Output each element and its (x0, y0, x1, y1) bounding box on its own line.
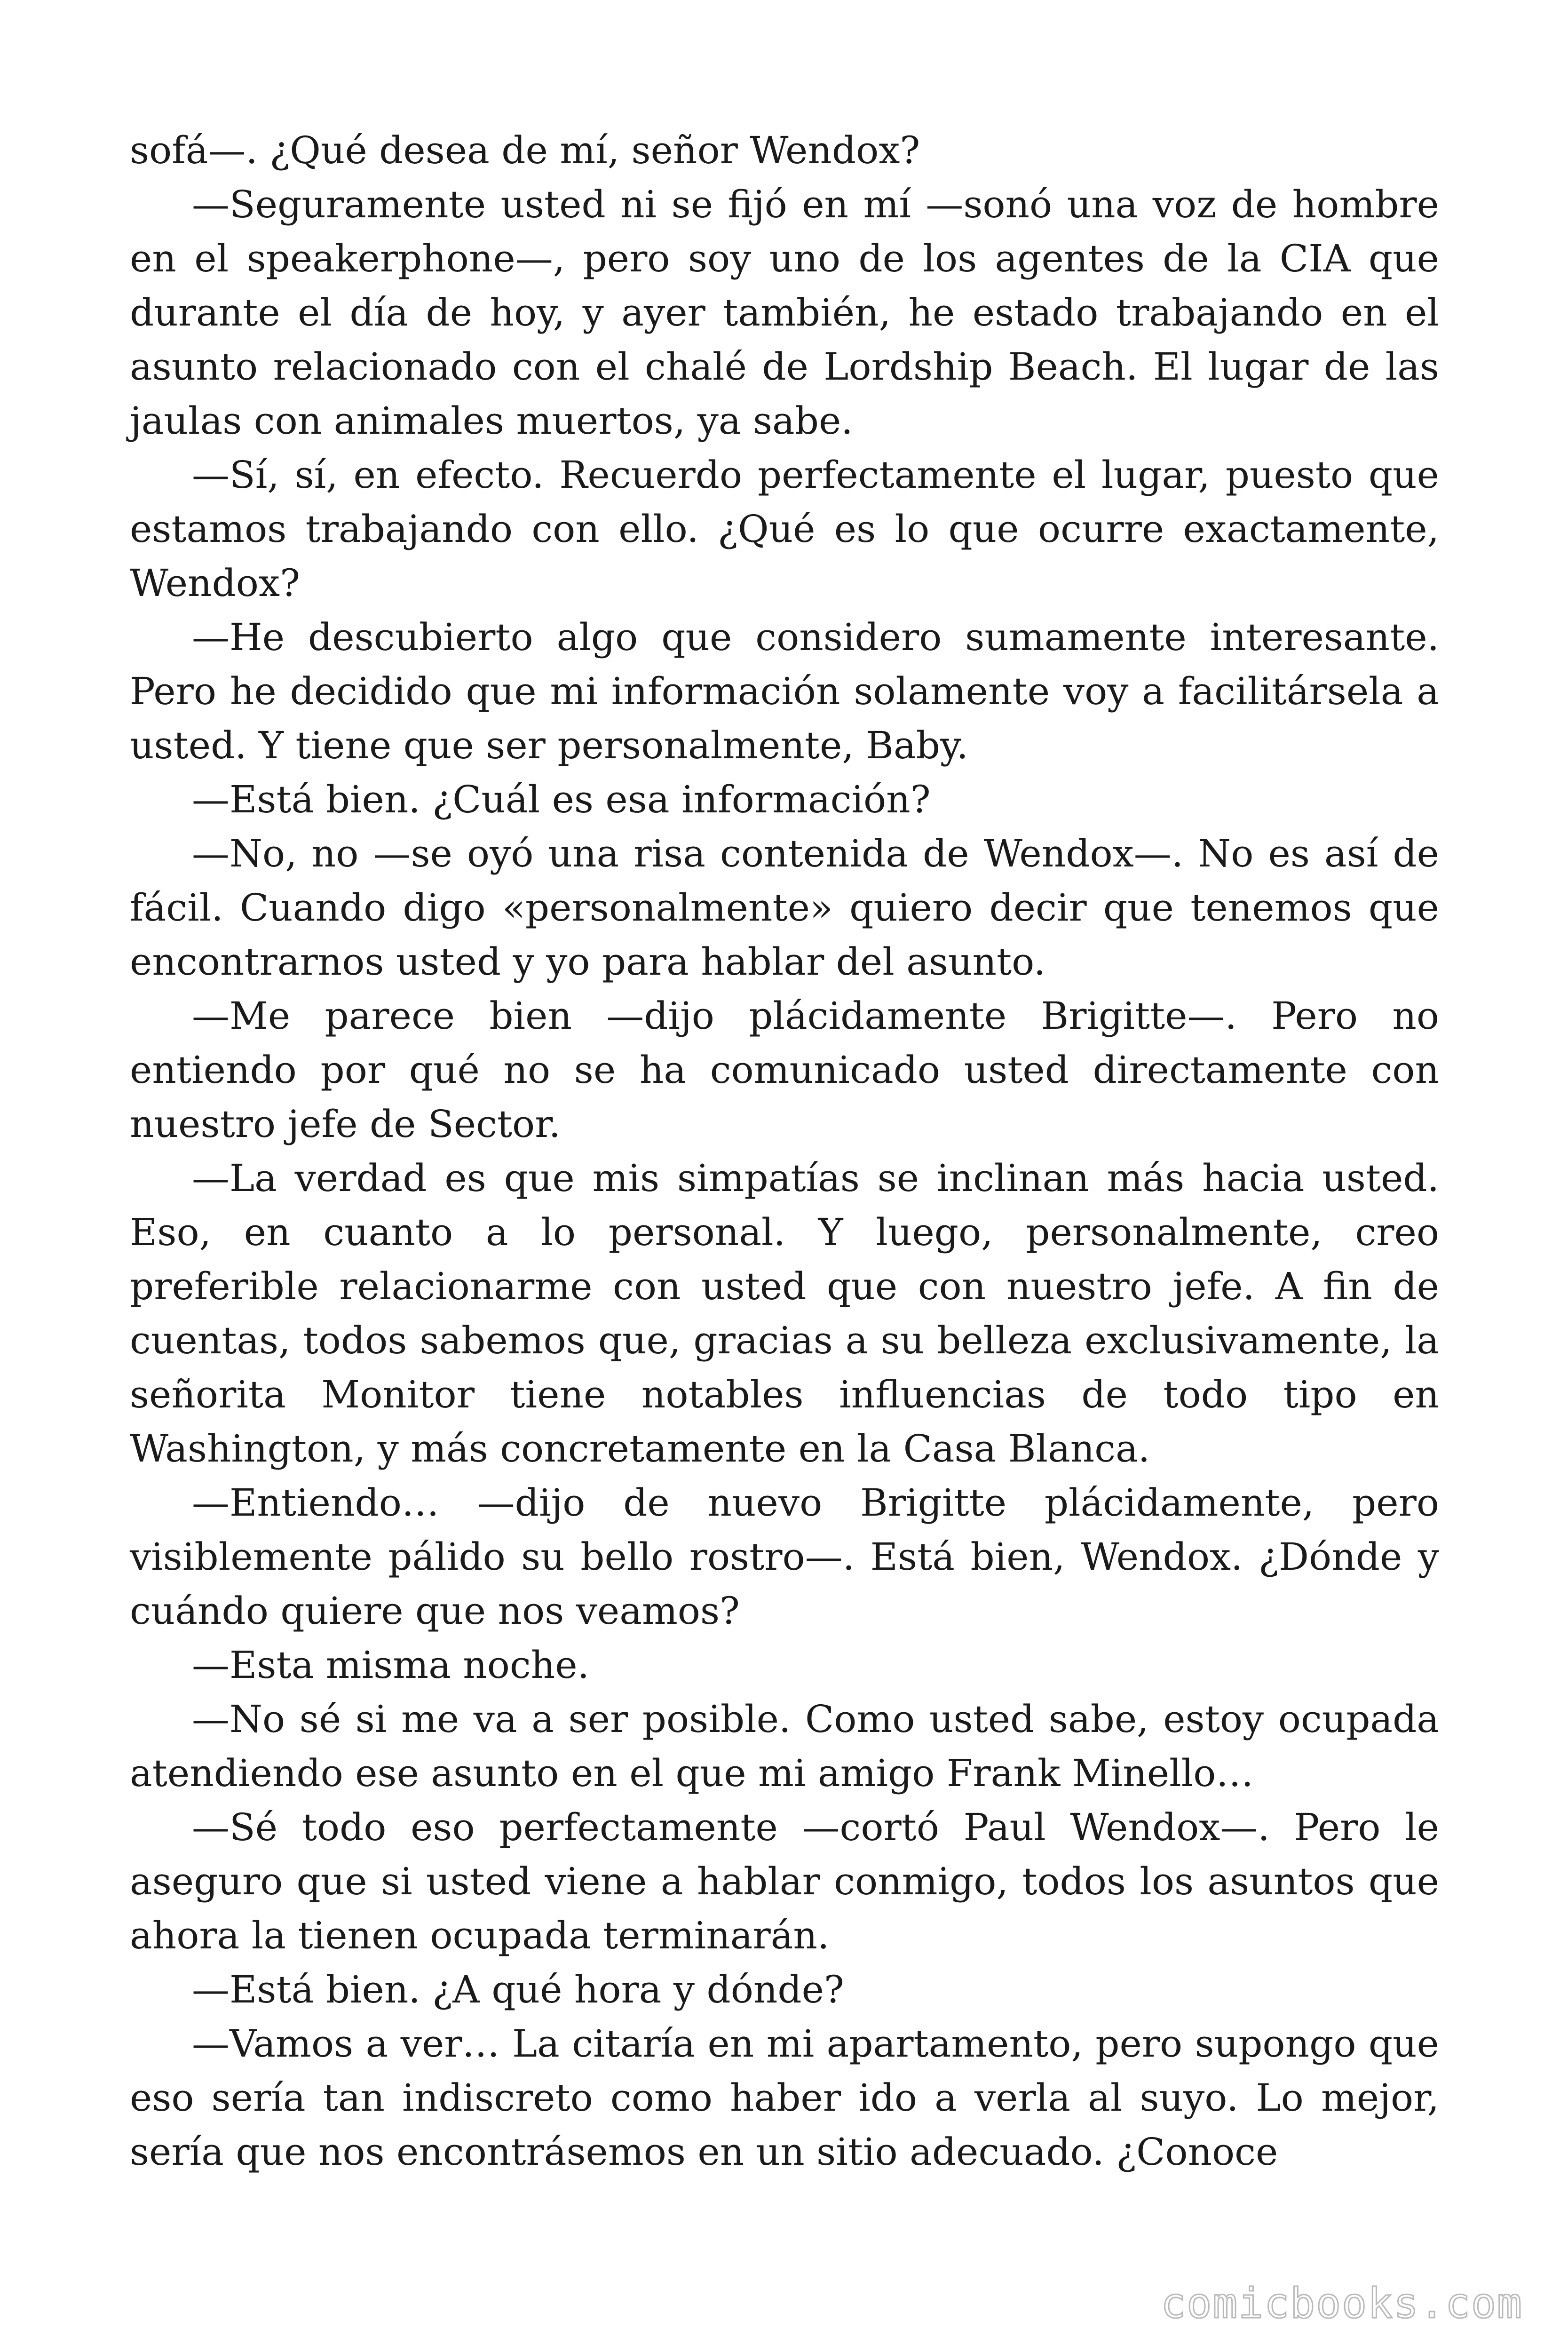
paragraph: —Entiendo… —dijo de nuevo Brigitte plácidamente, pero visiblemente pálido su bello rostro—. Está bien, Wendox. ¿Dónde y cuándo quiere que nos veamos? (130, 1481, 1439, 1633)
paragraph: —La verdad es que mis simpatías se inclinan más hacia usted. Eso, en cuanto a lo personal. Y luego, personalmente, creo preferible relacionarme con usted que con nuestro jefe. A fin de cuentas, todos sabemos que, gracias a su belleza exclusivamente, la señorita Monitor tiene notables influencias de todo tipo en Washington, y más concretamente en la Casa Blanca. (130, 1156, 1439, 1470)
paragraph: —Sé todo eso perfectamente —cortó Paul Wendox—. Pero le aseguro que si usted viene a hablar conmigo, todos los asuntos que ahora la tienen ocupada terminarán. (130, 1805, 1439, 1957)
paragraph: —No, no —se oyó una risa contenida de Wendox—. No es así de fácil. Cuando digo «personalmente» quiero decir que tenemos que encontrarnos usted y yo para hablar del asunto. (130, 832, 1439, 984)
paragraph: —Sí, sí, en efecto. Recuerdo perfectamente el lugar, puesto que estamos trabajando con ello. ¿Qué es lo que ocurre exactamente, Wendox? (130, 453, 1439, 605)
paragraph: —Está bien. ¿Cuál es esa información? (192, 778, 931, 821)
paragraph: —Esta misma noche. (192, 1643, 589, 1687)
paragraph: —Vamos a ver… La citaría en mi apartamento, pero supongo que eso sería tan indiscreto como haber ido a verla al suyo. Lo mejor, sería que nos encontrásemos en un sitio adecuado. ¿Conoce (130, 2022, 1439, 2174)
watermark-logo: comicbooks.com (1161, 2279, 1523, 2328)
paragraph: sofá—. ¿Qué desea de mí, señor Wendox? (130, 128, 920, 172)
paragraph: —Seguramente usted ni se fijó en mí —sonó una voz de hombre en el speakerphone—, pero soy uno de los agentes de la CIA que durante el día de hoy, y ayer también, he estado trabajando en el asunto relacionado con el chalé de Lordship Beach. El lugar de las jaulas con animales muertos, ya sabe. (130, 183, 1439, 443)
paragraph: —No sé si me va a ser posible. Como usted sabe, estoy ocupada atendiendo ese asunto en el que mi amigo Frank Minello… (130, 1697, 1439, 1795)
paragraph: —Me parece bien —dijo plácidamente Brigitte—. Pero no entiendo por qué no se ha comunicado usted directamente con nuestro jefe de Sector. (130, 994, 1439, 1146)
body-text (130, 123, 1439, 2179)
paragraph: —Está bien. ¿A qué hora y dónde? (192, 1968, 844, 2011)
paragraph: —He descubierto algo que considero sumamente interesante. Pero he decidido que mi información solamente voy a facilitársela a usted. Y tiene que ser personalmente, Baby. (130, 615, 1439, 767)
